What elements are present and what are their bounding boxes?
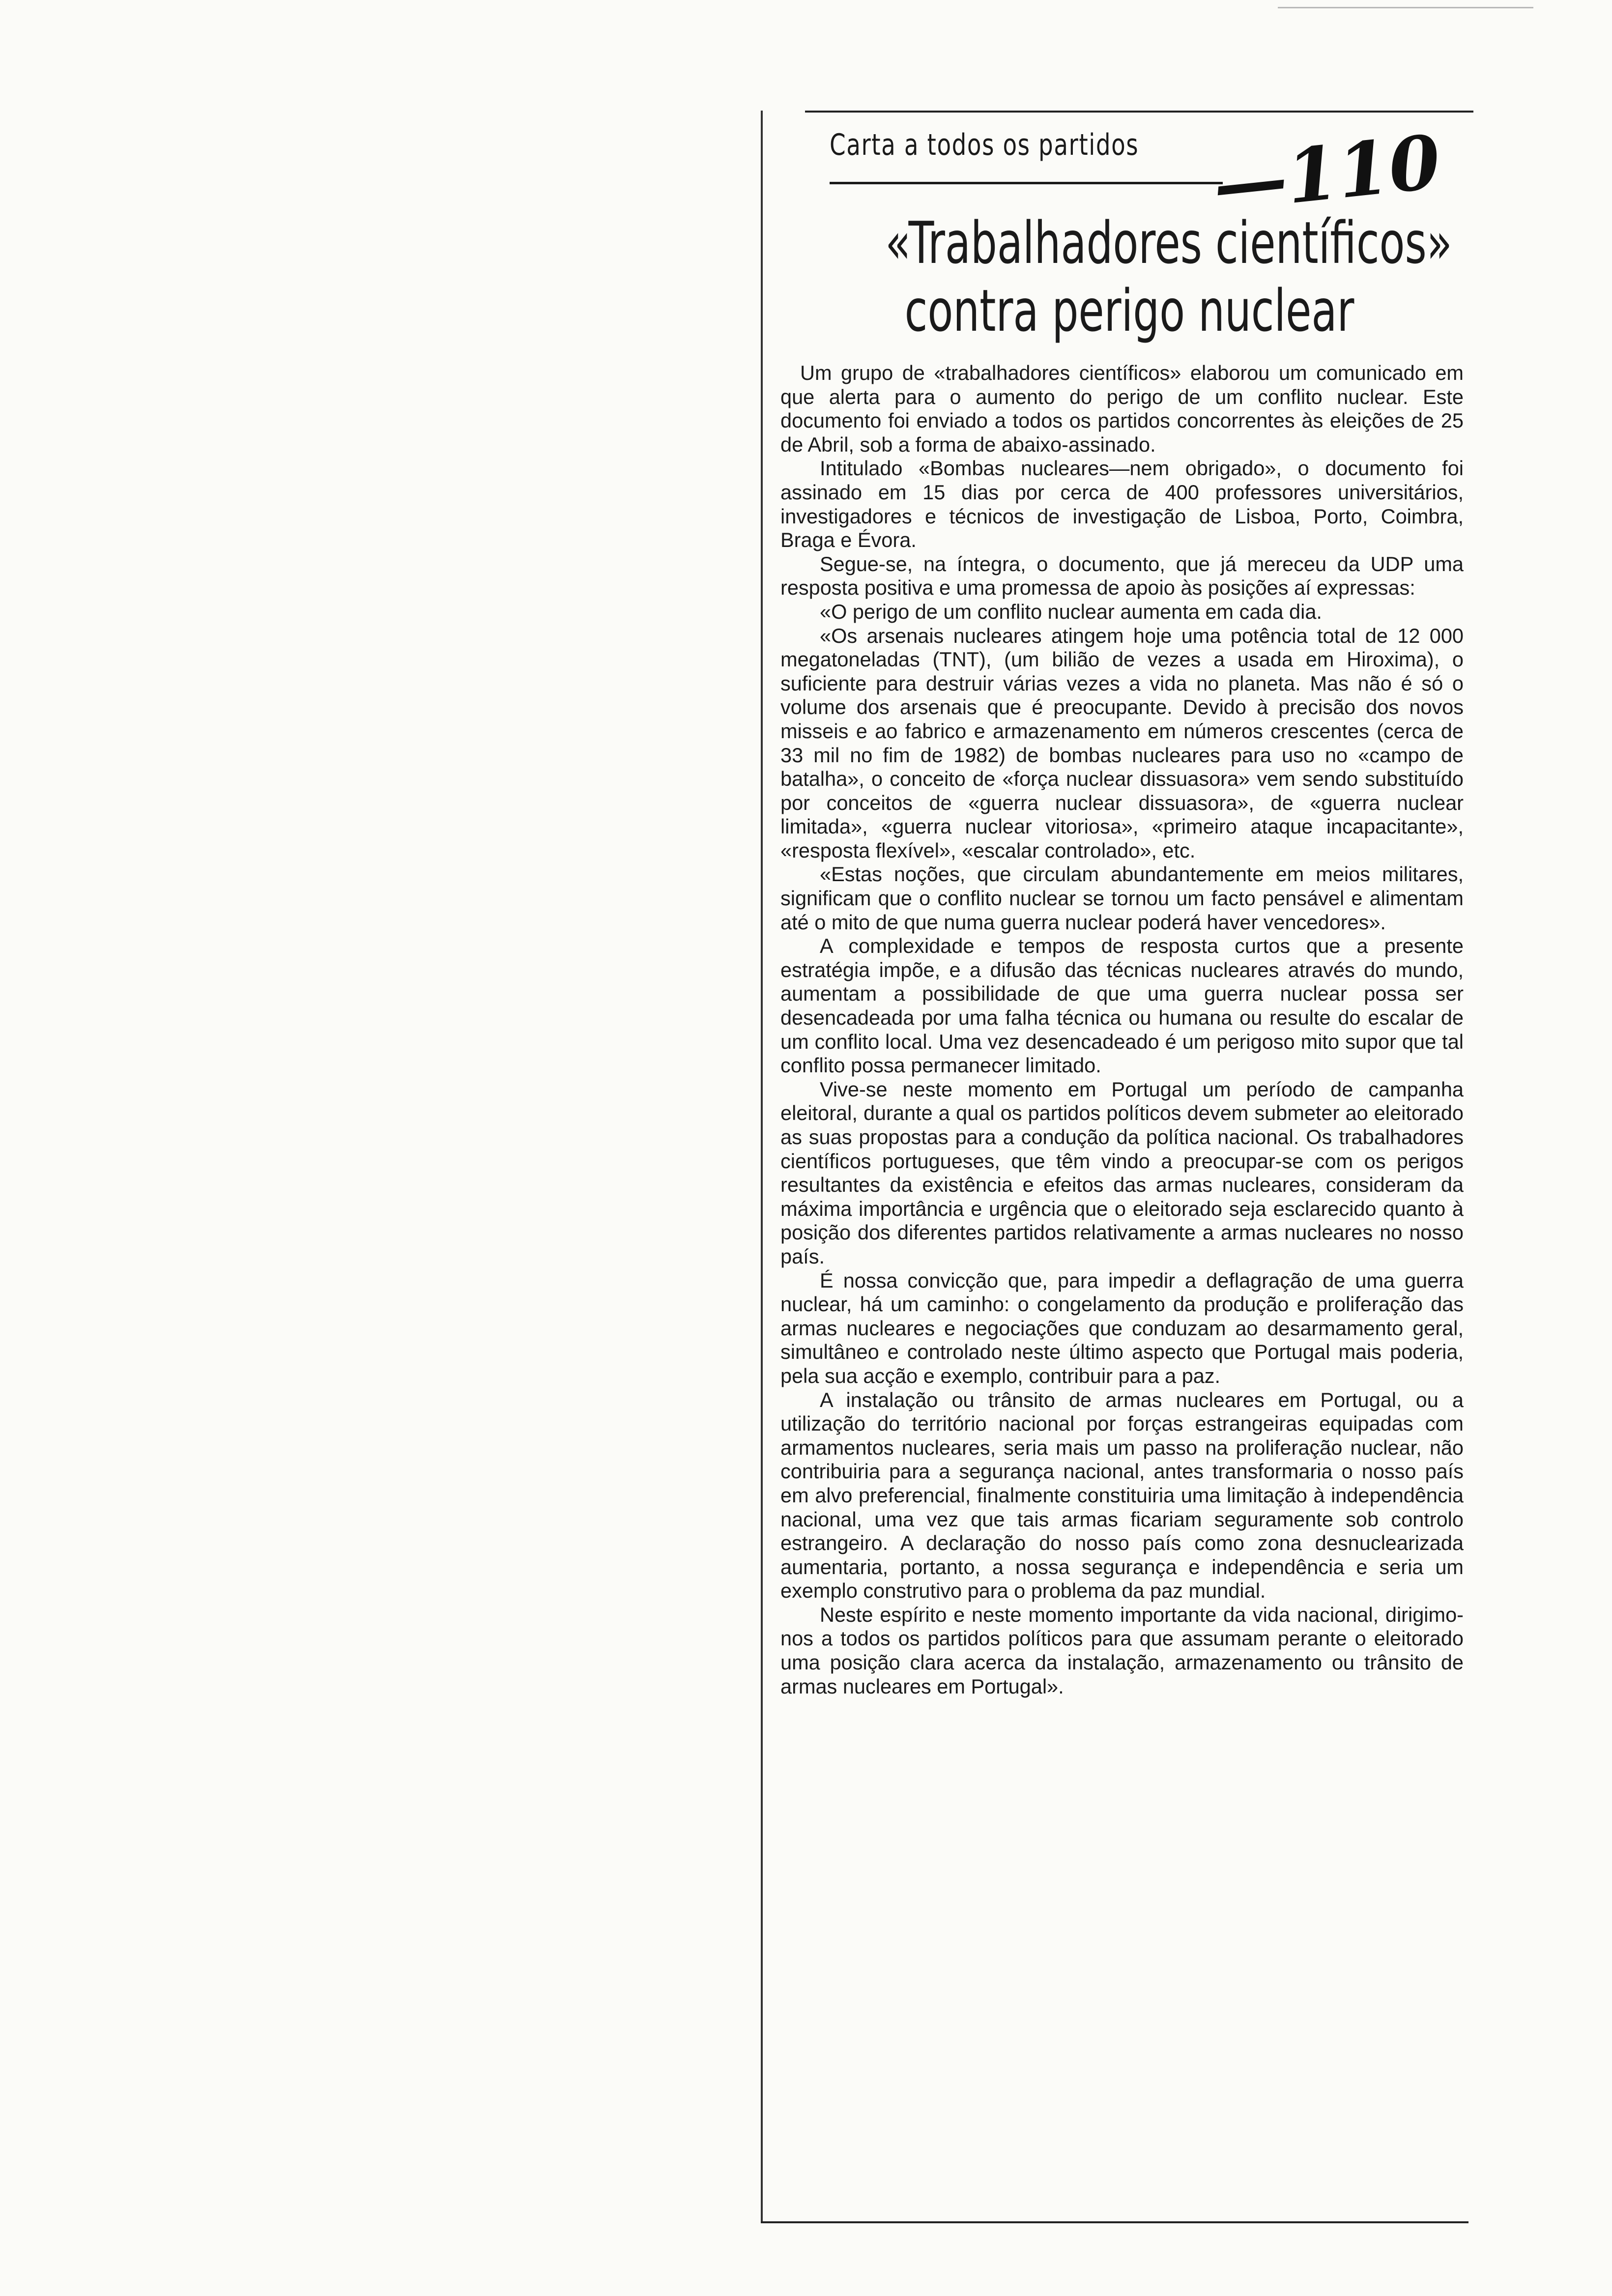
- kicker: Carta a todos os partidos: [830, 128, 1139, 162]
- bottom-rule: [761, 2221, 1468, 2223]
- headline-line-1: «Trabalhadores científicos»: [885, 209, 1452, 277]
- headline-line-2: contra perigo nuclear: [904, 277, 1354, 344]
- paragraph: Vive-se neste momento em Portugal um período de campanha eleitoral, durante a qual os partidos políticos devem submeter ao eleitorado as suas propostas para a condução da política nacional. Os trabalhadores científicos portugueses, que têm vindo a preocupar-se com os perigos resultantes da existência e efeitos das armas nucleares, consideram da máxima importância e urgência que o eleitorado seja esclarecido quanto à posição dos diferentes partidos relativamente a armas nucleares no nosso país.: [780, 1077, 1464, 1268]
- paragraph: É nossa convicção que, para impedir a deflagração de uma guerra nuclear, há um caminho: o congelamento da produção e proliferação das armas nucleares e negociações que conduzam ao desarmamento geral, simultâneo e controlado neste último aspecto que Portugal mais poderia, pela sua acção e exemplo, contribuir para a paz.: [780, 1268, 1464, 1387]
- scan-edge-line: [1278, 7, 1533, 8]
- newspaper-clipping: [761, 111, 1473, 2241]
- top-rule: [805, 111, 1473, 113]
- paragraph: Neste espírito e neste momento importante da vida nacional, dirigimo-nos a todos os partidos políticos para que assumam perante o eleitorado uma posição clara acerca da instalação, armazenamento ou trânsito de armas nucleares em Portugal».: [780, 1603, 1464, 1698]
- paragraph: «O perigo de um conflito nuclear aumenta em cada dia.: [820, 600, 1322, 623]
- headline: [885, 209, 1452, 344]
- paragraph: «Os arsenais nucleares atingem hoje uma potência total de 12 000 megatoneladas (TNT), (um bilião de vezes a usada em Hiroxima), o suficiente para destruir várias vezes a vida no planeta. Mas não é só o volume dos arsenais que é preocupante. Devido à precisão dos novos misseis e ao fabrico e armazenamento em números crescentes (cerca de 33 mil no fim de 1982) de bombas nucleares para uso no «campo de batalha», o conceito de «força nuclear dissuasora» vem sendo substituído por conceitos de «guerra nuclear dissuasora», de «guerra nuclear limitada», «guerra nuclear vitoriosa», «primeiro ataque incapacitante», «resposta flexível», «escalar controlado», etc.: [780, 624, 1464, 862]
- paragraph: Intitulado «Bombas nucleares—nem obrigado», o documento foi assinado em 15 dias por cerca de 400 professores universitários, investigadores e técnicos de investigação de Lisboa, Porto, Coimbra, Braga e Évora.: [780, 457, 1464, 552]
- paragraph: A complexidade e tempos de resposta curtos que a presente estratégia impõe, e a difusão das técnicas nucleares através do mundo, aumentam a possibilidade de que uma guerra nuclear possa ser desencadeada por uma falha técnica ou humana ou resulte do escalar de um conflito local. Uma vez desencadeado é um perigoso mito supor que tal conflito possa permanecer limitado.: [780, 934, 1464, 1077]
- article-body: [780, 361, 1464, 1698]
- left-rule: [761, 111, 763, 2221]
- paragraph: Um grupo de «trabalhadores científicos» elaborou um comunicado em que alerta para o aumento do perigo de um conflito nuclear. Este documento foi enviado a todos os partidos concorrentes às eleições de 25 de Abril, sob a forma de abaixo-assinado.: [780, 361, 1464, 456]
- paragraph: «Estas noções, que circulam abundantemente em meios militares, significam que o conflito nuclear se tornou um facto pensável e alimentam até o mito de que numa guerra nuclear poderá haver vencedores».: [780, 862, 1464, 934]
- kicker-underline: [830, 182, 1223, 184]
- handwritten-annotation: —110: [1209, 118, 1445, 229]
- paragraph: A instalação ou trânsito de armas nucleares em Portugal, ou a utilização do território nacional por forças estrangeiras equipadas com armamentos nucleares, seria mais um passo na proliferação nuclear, não contribuiria para a segurança nacional, antes transformaria o nosso país em alvo preferencial, finalmente constituiria uma limitação à independência nacional, uma vez que tais armas ficariam seguramente sob controlo estrangeiro. A declaração do nosso país como zona desnuclearizada aumentaria, portanto, a nossa segurança e independência e seria um exemplo construtivo para o problema da paz mundial.: [780, 1388, 1464, 1603]
- paragraph: Segue-se, na íntegra, o documento, que já mereceu da UDP uma resposta positiva e uma promessa de apoio às posições aí expressas:: [780, 552, 1464, 600]
